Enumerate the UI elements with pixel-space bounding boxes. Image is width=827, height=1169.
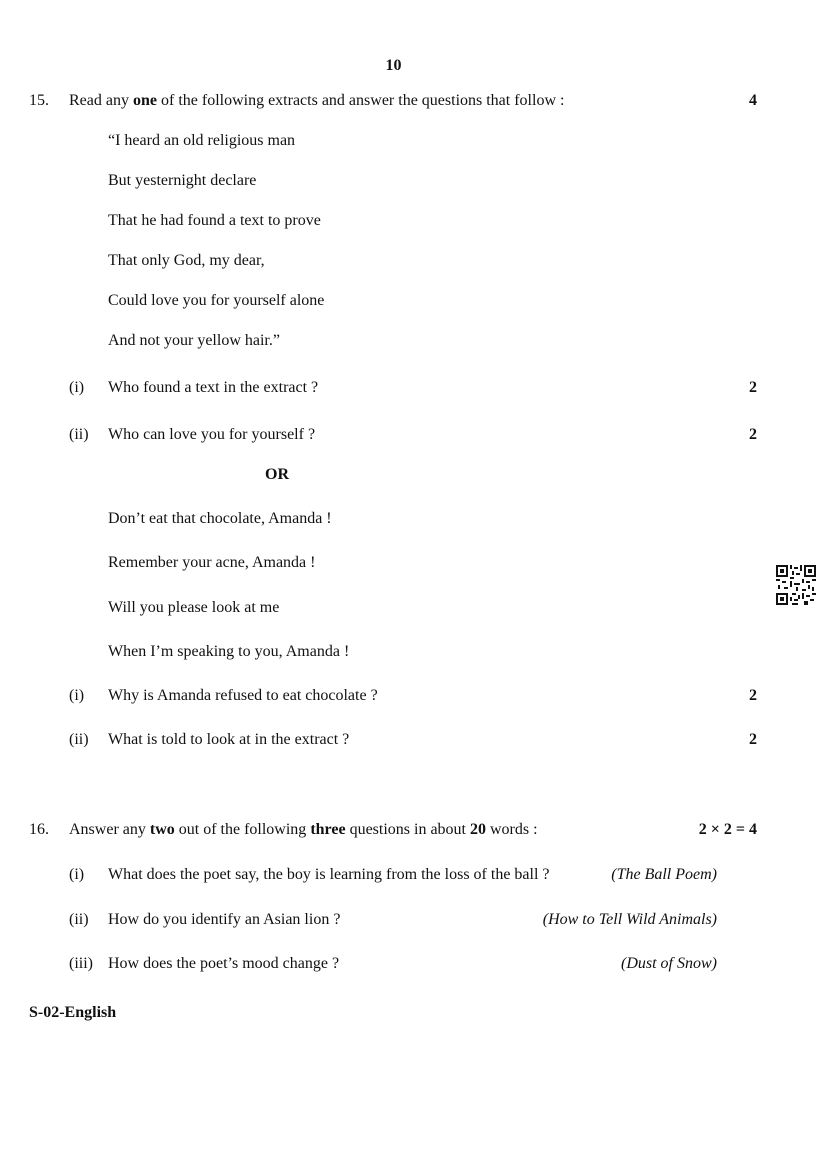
subquestion-text: How does the poet’s mood change ? [108,955,340,972]
q16-bold-two: two [149,821,175,838]
subquestion-marks: 2 [749,731,757,748]
question-15-marks: 4 [749,92,757,109]
subquestion-text: Who found a text in the extract ? [108,379,319,396]
subquestion-label: (i) [69,866,85,883]
q16-text-3: questions in about [345,821,470,838]
extract1-line: That he had found a text to prove [108,212,321,229]
q15-suffix: of the following extracts and answer the questions that follow : [156,92,565,109]
question-16-number: 16. [29,821,49,838]
extract1-line: But yesternight declare [108,172,257,189]
extract2-line: Remember your acne, Amanda ! [108,554,316,571]
or-separator: OR [265,466,289,483]
extract2-line: When I’m speaking to you, Amanda ! [108,643,350,660]
extract1-line: That only God, my dear, [108,252,265,269]
extract1-line: “I heard an old religious man [108,132,296,149]
q16-bold-20: 20 [470,821,486,838]
question-16-marks: 2 × 2 = 4 [698,821,757,838]
extract1-line: And not your yellow hair.” [108,332,280,349]
source-poem: (How to Tell Wild Animals) [542,911,717,928]
subquestion-text: What does the poet say, the boy is learning from the loss of the ball ? [108,866,550,883]
footer-code: S-02-English [29,1004,117,1021]
subquestion-label: (ii) [69,911,89,928]
source-poem: (Dust of Snow) [621,955,717,972]
qr-code-icon [776,565,816,610]
subquestion-label: (iii) [69,955,93,972]
subquestion-label: (i) [69,379,85,396]
subquestion-label: (ii) [69,731,89,748]
subquestion-text: Who can love you for yourself ? [108,426,316,443]
extract1-line: Could love you for yourself alone [108,292,325,309]
extract2-line: Don’t eat that chocolate, Amanda ! [108,510,332,527]
question-16-instruction [69,821,538,839]
page-number: 10 [385,57,402,74]
subquestion-label: (i) [69,687,85,704]
q16-text-2: out of the following [174,821,311,838]
q16-text-1: Answer any [69,821,150,838]
q15-prefix: Read any [69,92,133,109]
subquestion-marks: 2 [749,379,757,396]
subquestion-text: Why is Amanda refused to eat chocolate ? [108,687,378,704]
subquestion-text: How do you identify an Asian lion ? [108,911,341,928]
subquestion-text: What is told to look at in the extract ? [108,731,350,748]
question-15-number: 15. [29,92,49,109]
question-15-instruction [69,92,564,110]
subquestion-marks: 2 [749,426,757,443]
subquestion-marks: 2 [749,687,757,704]
source-poem: (The Ball Poem) [611,866,717,883]
q16-text-4: words : [486,821,538,838]
subquestion-label: (ii) [69,426,89,443]
q16-bold-three: three [310,821,346,838]
extract2-line: Will you please look at me [108,599,280,616]
q15-bold-one: one [132,92,157,109]
